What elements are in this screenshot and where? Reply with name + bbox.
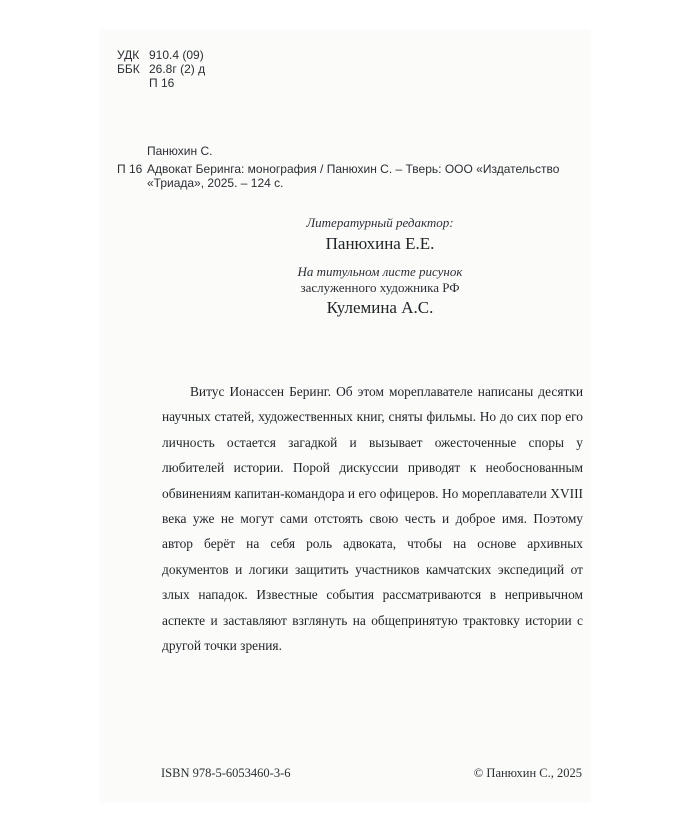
book-page [100,30,590,802]
bbk-value: 26.8г (2) д [149,62,206,76]
artist-title: заслуженного художника РФ [300,280,460,295]
author-mark-row [117,76,205,90]
catalog-code: П 16 [117,162,143,176]
abstract-paragraph: Витус Ионассен Беринг. Об этом мореплавателе написаны десятки научных статей, художественных книг, сняты фильмы. Но до сих пор его личность остается загадкой и вызывает ожесточенные споры у любителей истории. Порой дискуссии приводят к необоснованным обвинениям капитан-командора и его офицеров. Но мореплаватели XVIII века уже не могут сами отстоять свою честь и доброе имя. Поэтому автор берёт на себя роль адвоката, чтобы на основе архивных документов и логики защитить участников камчатских экспедиций от злых нападок. Известные события рассматриваются в непривычном аспекте и заставляют взглянуть на общепринятую трактовку истории с другой точки зрения. [162,384,583,654]
udk-row [117,48,205,62]
artist-label: На титульном листе рисунок [297,264,463,279]
catalog-author: Панюхин С. [147,144,213,158]
bbk-row [117,62,205,76]
author-mark: П 16 [149,76,175,90]
catalog-description: Адвокат Беринга: монография / Панюхин С. – Тверь: ООО «Издательство «Триада», 2025. – 124 с. [147,162,560,190]
bbk-label: ББК [117,62,140,76]
classification-block [117,48,205,90]
udk-value: 910.4 (09) [149,48,204,62]
isbn: ISBN 978-5-6053460-3-6 [161,766,291,780]
catalog-entry [117,162,587,190]
copyright: © Панюхин С., 2025 [473,766,582,780]
artist-name: Кулемина А.С. [326,298,434,317]
udk-label: УДК [117,48,140,62]
editor-name: Панюхина Е.Е. [325,234,435,253]
editor-label: Литературный редактор: [306,215,454,230]
